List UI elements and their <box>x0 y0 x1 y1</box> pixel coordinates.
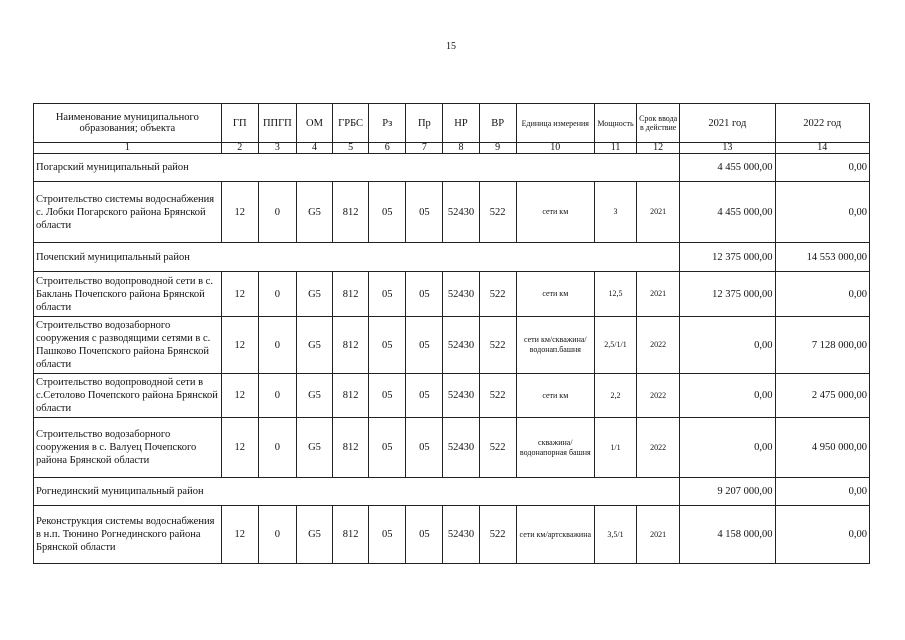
amount-2022: 0,00 <box>775 478 869 506</box>
amount-2021: 12 375 000,00 <box>680 272 775 317</box>
amount-2021: 4 455 000,00 <box>680 154 775 182</box>
cell-gp: 12 <box>221 182 258 243</box>
district-row <box>34 154 870 182</box>
cell-rz: 05 <box>369 182 406 243</box>
cell-vr: 522 <box>479 506 516 564</box>
cell-ppgp: 0 <box>258 182 296 243</box>
column-number: 12 <box>637 143 680 154</box>
cell-term: 2021 <box>637 272 680 317</box>
cell-term: 2021 <box>637 506 680 564</box>
amount-2022: 14 553 000,00 <box>775 243 869 272</box>
cell-ppgp: 0 <box>258 418 296 478</box>
header-ppgp: ППГП <box>258 104 296 143</box>
header-2021: 2021 год <box>680 104 775 143</box>
cell-grbs: 812 <box>333 272 369 317</box>
amount-2021: 4 158 000,00 <box>680 506 775 564</box>
amount-2021: 9 207 000,00 <box>680 478 775 506</box>
cell-grbs: 812 <box>333 506 369 564</box>
cell-rz: 05 <box>369 317 406 374</box>
object-row <box>34 182 870 243</box>
column-number: 13 <box>680 143 775 154</box>
cell-term: 2022 <box>637 418 680 478</box>
cell-nr: 52430 <box>443 317 479 374</box>
column-number: 9 <box>479 143 516 154</box>
cell-term: 2022 <box>637 317 680 374</box>
header-power: Мощность <box>594 104 636 143</box>
column-number: 2 <box>221 143 258 154</box>
cell-power: 3 <box>594 182 636 243</box>
column-number: 5 <box>333 143 369 154</box>
cell-unit: скважина/водонапорная башня <box>516 418 594 478</box>
cell-ppgp: 0 <box>258 317 296 374</box>
cell-vr: 522 <box>479 374 516 418</box>
cell-term: 2022 <box>637 374 680 418</box>
cell-pr: 05 <box>406 317 443 374</box>
cell-power: 2,2 <box>594 374 636 418</box>
cell-om: G5 <box>296 374 332 418</box>
object-name: Строительство водозаборного сооружения с разводящими сетями в с. Пашково Почепского района Брянской области <box>34 317 222 374</box>
header-grbs: ГРБС <box>333 104 369 143</box>
object-name: Строительство водопроводной сети в с.Сетолово Почепского района Брянской области <box>34 374 222 418</box>
column-number: 4 <box>296 143 332 154</box>
amount-2021: 0,00 <box>680 418 775 478</box>
district-name: Почепский муниципальный район <box>34 243 680 272</box>
object-name: Строительство водозаборного сооружения в с. Валуец Почепского района Брянской области <box>34 418 222 478</box>
amount-2022: 2 475 000,00 <box>775 374 869 418</box>
cell-gp: 12 <box>221 317 258 374</box>
cell-unit: сети км/скважина/водонап.башня <box>516 317 594 374</box>
cell-grbs: 812 <box>333 182 369 243</box>
amount-2022: 0,00 <box>775 182 869 243</box>
header-vr: ВР <box>479 104 516 143</box>
cell-grbs: 812 <box>333 317 369 374</box>
cell-gp: 12 <box>221 272 258 317</box>
cell-power: 3,5/1 <box>594 506 636 564</box>
cell-om: G5 <box>296 418 332 478</box>
cell-rz: 05 <box>369 506 406 564</box>
amount-2021: 12 375 000,00 <box>680 243 775 272</box>
amount-2021: 0,00 <box>680 374 775 418</box>
cell-rz: 05 <box>369 418 406 478</box>
cell-nr: 52430 <box>443 182 479 243</box>
header-om: ОМ <box>296 104 332 143</box>
cell-om: G5 <box>296 272 332 317</box>
cell-gp: 12 <box>221 374 258 418</box>
cell-pr: 05 <box>406 374 443 418</box>
object-row <box>34 272 870 317</box>
object-name: Строительство водопроводной сети в с. Баклань Почепского района Брянской области <box>34 272 222 317</box>
cell-unit: сети км <box>516 374 594 418</box>
cell-nr: 52430 <box>443 506 479 564</box>
cell-unit: сети км <box>516 272 594 317</box>
object-row <box>34 418 870 478</box>
cell-pr: 05 <box>406 272 443 317</box>
district-row <box>34 243 870 272</box>
cell-pr: 05 <box>406 506 443 564</box>
page-number: 15 <box>446 41 456 52</box>
cell-vr: 522 <box>479 317 516 374</box>
cell-unit: сети км/артскважина <box>516 506 594 564</box>
cell-rz: 05 <box>369 374 406 418</box>
amount-2022: 0,00 <box>775 506 869 564</box>
object-row <box>34 374 870 418</box>
cell-nr: 52430 <box>443 272 479 317</box>
cell-ppgp: 0 <box>258 272 296 317</box>
cell-ppgp: 0 <box>258 374 296 418</box>
amount-2021: 4 455 000,00 <box>680 182 775 243</box>
header-gp: ГП <box>221 104 258 143</box>
header-nr: НР <box>443 104 479 143</box>
cell-nr: 52430 <box>443 374 479 418</box>
budget-table <box>33 103 870 564</box>
district-name: Погарский муниципальный район <box>34 154 680 182</box>
cell-pr: 05 <box>406 182 443 243</box>
object-name: Реконструкция системы водоснабжения в н.п. Тюнино Рогнединского района Брянской области <box>34 506 222 564</box>
column-number: 3 <box>258 143 296 154</box>
district-name: Рогнединский муниципальный район <box>34 478 680 506</box>
cell-gp: 12 <box>221 418 258 478</box>
cell-power: 2,5/1/1 <box>594 317 636 374</box>
column-number: 1 <box>34 143 222 154</box>
object-name: Строительство системы водоснабжения с. Лобки Погарского района Брянской области <box>34 182 222 243</box>
cell-vr: 522 <box>479 182 516 243</box>
cell-pr: 05 <box>406 418 443 478</box>
amount-2022: 0,00 <box>775 272 869 317</box>
cell-om: G5 <box>296 317 332 374</box>
cell-gp: 12 <box>221 506 258 564</box>
cell-power: 12,5 <box>594 272 636 317</box>
header-unit: Единица измерения <box>516 104 594 143</box>
column-number: 10 <box>516 143 594 154</box>
cell-ppgp: 0 <box>258 506 296 564</box>
amount-2022: 4 950 000,00 <box>775 418 869 478</box>
amount-2022: 7 128 000,00 <box>775 317 869 374</box>
header-rz: Рз <box>369 104 406 143</box>
district-row <box>34 478 870 506</box>
cell-unit: сети км <box>516 182 594 243</box>
header-term: Срок ввода в действие <box>637 104 680 143</box>
cell-om: G5 <box>296 506 332 564</box>
cell-power: 1/1 <box>594 418 636 478</box>
column-number: 14 <box>775 143 869 154</box>
column-number: 7 <box>406 143 443 154</box>
column-number-row <box>34 143 870 154</box>
column-number: 6 <box>369 143 406 154</box>
cell-term: 2021 <box>637 182 680 243</box>
header-pr: Пр <box>406 104 443 143</box>
column-number: 11 <box>594 143 636 154</box>
cell-rz: 05 <box>369 272 406 317</box>
cell-vr: 522 <box>479 418 516 478</box>
object-row <box>34 506 870 564</box>
amount-2022: 0,00 <box>775 154 869 182</box>
cell-om: G5 <box>296 182 332 243</box>
header-row <box>34 104 870 143</box>
header-name: Наименование муниципального образования; объекта <box>34 104 222 143</box>
header-2022: 2022 год <box>775 104 869 143</box>
amount-2021: 0,00 <box>680 317 775 374</box>
cell-vr: 522 <box>479 272 516 317</box>
cell-grbs: 812 <box>333 374 369 418</box>
cell-grbs: 812 <box>333 418 369 478</box>
cell-nr: 52430 <box>443 418 479 478</box>
column-number: 8 <box>443 143 479 154</box>
object-row <box>34 317 870 374</box>
